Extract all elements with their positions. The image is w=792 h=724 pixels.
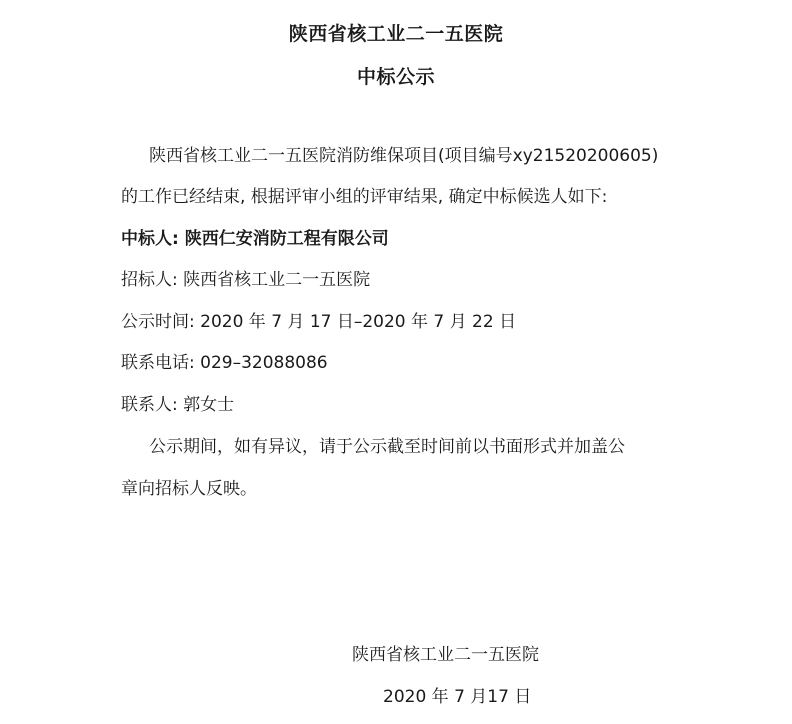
intro-paragraph-line-2: 的工作已经结束, 根据评审小组的评审结果, 确定中标候选人如下: <box>121 187 608 207</box>
winning-bidder: 中标人: 陕西仁安消防工程有限公司 <box>121 229 389 249</box>
objection-paragraph-line-2: 章向招标人反映。 <box>121 479 257 499</box>
contact-person: 联系人: 郭女士 <box>121 395 235 415</box>
tenderer: 招标人: 陕西省核工业二一五医院 <box>121 270 371 290</box>
document-title-notice: 中标公示 <box>356 66 435 88</box>
signature-date: 2020 年 7 月17 日 <box>383 687 532 707</box>
intro-paragraph-line-1: 陕西省核工业二一五医院消防维保项目(项目编号xy21520200605) <box>149 146 659 166</box>
contact-phone: 联系电话: 029–32088086 <box>121 353 328 373</box>
signature-organization: 陕西省核工业二一五医院 <box>352 645 539 665</box>
objection-paragraph-line-1: 公示期间，如有异议，请于公示截至时间前以书面形式并加盖公 <box>149 437 625 457</box>
publicity-period: 公示时间: 2020 年 7 月 17 日–2020 年 7 月 22 日 <box>121 312 517 332</box>
document-title-organization: 陕西省核工业二一五医院 <box>288 23 504 45</box>
